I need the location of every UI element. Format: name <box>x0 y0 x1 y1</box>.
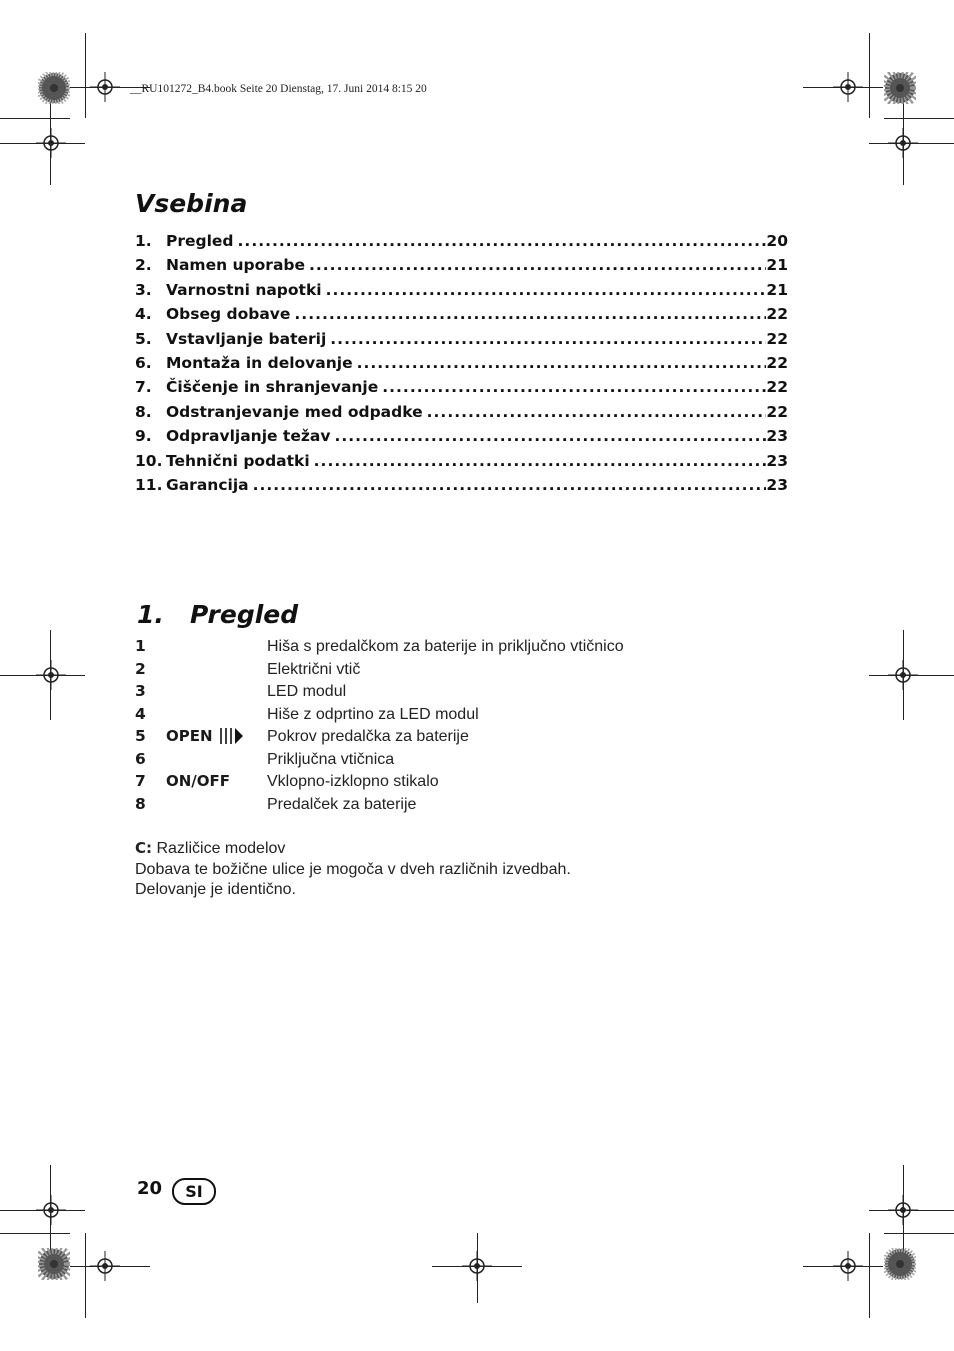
registration-mark-icon <box>462 1251 492 1281</box>
part-number: 6 <box>135 749 146 768</box>
toc-row[interactable] <box>135 427 788 451</box>
part-number: 2 <box>135 659 146 678</box>
note-title: Različice modelov <box>152 840 286 857</box>
note-label: C: <box>135 839 153 857</box>
toc-number: 6. <box>135 353 152 372</box>
toc-number: 4. <box>135 305 152 324</box>
toc-number: 7. <box>135 378 152 397</box>
toc-title: Garancija <box>166 475 249 494</box>
toc-page: 22 <box>766 305 788 324</box>
part-description: Priključna vtičnica <box>267 750 395 768</box>
list-item <box>135 727 835 750</box>
part-number: 8 <box>135 794 146 813</box>
toc-number: 2. <box>135 256 152 275</box>
toc-number: 9. <box>135 427 152 446</box>
toc-page: 23 <box>766 451 788 470</box>
toc-leader <box>378 378 766 396</box>
toc-page: 22 <box>766 353 788 372</box>
list-item <box>135 682 835 705</box>
part-label-text: OPEN <box>166 727 213 745</box>
toc-leader <box>290 305 766 323</box>
toc-title: Montaža in delovanje <box>166 353 353 372</box>
part-number: 4 <box>135 704 146 723</box>
registration-mark-icon <box>888 660 918 690</box>
open-arrow-icon <box>219 727 245 745</box>
toc-row[interactable] <box>135 281 788 305</box>
color-wheel-icon <box>38 1248 70 1280</box>
toc-leader <box>353 354 767 372</box>
part-description: LED modul <box>267 683 347 700</box>
toc-title: Tehnični podatki <box>166 451 310 470</box>
model-variants-note <box>135 838 571 901</box>
part-description: Električni vtič <box>267 660 361 678</box>
part-number: 3 <box>135 682 146 700</box>
language-badge: SI <box>172 1178 216 1205</box>
toc-row[interactable] <box>135 452 788 476</box>
toc-page: 22 <box>766 329 788 348</box>
registration-mark-icon <box>36 1195 66 1225</box>
toc-row[interactable] <box>135 330 788 354</box>
toc-title: Čiščenje in shranjevanje <box>166 378 379 397</box>
part-description: Predalček za baterije <box>267 795 417 813</box>
toc-page: 21 <box>766 256 788 275</box>
toc-leader <box>305 256 766 274</box>
toc-row[interactable] <box>135 305 788 329</box>
print-header: __RU101272_B4.book Seite 20 Dienstag, 17. Juni 2014 8:15 20 <box>130 83 427 95</box>
part-number: 7 <box>135 772 146 790</box>
note-line: Delovanje je identično. <box>135 881 296 898</box>
part-number: 1 <box>135 637 146 655</box>
toc-title: Varnostni napotki <box>166 280 322 299</box>
toc-number: 8. <box>135 402 152 421</box>
list-item <box>135 660 835 683</box>
toc-page: 22 <box>766 378 788 397</box>
toc-leader <box>310 452 767 470</box>
toc-page: 23 <box>766 475 788 494</box>
part-description: Hiša s predalčkom za baterije in priključno vtičnico <box>267 638 624 655</box>
registration-mark-icon <box>36 128 66 158</box>
toc-number: 5. <box>135 329 152 348</box>
toc-row[interactable] <box>135 354 788 378</box>
page-number: 20 <box>137 1178 163 1199</box>
toc-title: Odstranjevanje med odpadke <box>166 402 423 421</box>
toc-leader <box>423 403 767 421</box>
toc-row[interactable] <box>135 403 788 427</box>
registration-mark-icon <box>833 1251 863 1281</box>
toc-number: 11. <box>135 475 163 494</box>
toc-leader <box>234 232 767 250</box>
list-item <box>135 637 835 660</box>
toc-leader <box>322 281 767 299</box>
part-description: Pokrov predalčka za baterije <box>267 728 469 745</box>
toc-row[interactable] <box>135 378 788 402</box>
table-of-contents <box>135 232 788 500</box>
toc-number: 3. <box>135 280 152 299</box>
list-item <box>135 750 835 773</box>
note-title-line <box>135 838 571 860</box>
registration-mark-icon <box>833 72 863 102</box>
registration-mark-icon <box>90 72 120 102</box>
color-wheel-icon <box>38 72 70 104</box>
toc-leader <box>330 427 766 445</box>
registration-mark-icon <box>888 1195 918 1225</box>
list-item <box>135 705 835 728</box>
part-number: 5 <box>135 727 146 745</box>
registration-mark-icon <box>90 1251 120 1281</box>
list-item <box>135 772 835 795</box>
toc-title: Namen uporabe <box>166 256 306 275</box>
toc-title: Pregled <box>166 232 234 250</box>
toc-title: Obseg dobave <box>166 305 291 324</box>
toc-page: 20 <box>766 232 788 250</box>
toc-leader <box>249 476 767 494</box>
registration-mark-icon <box>888 128 918 158</box>
toc-page: 23 <box>766 427 788 446</box>
part-description: Vklopno-izklopno stikalo <box>267 773 439 790</box>
registration-mark-icon <box>36 660 66 690</box>
part-label: ON/OFF <box>166 772 231 790</box>
toc-title: Odpravljanje težav <box>166 427 331 446</box>
toc-row[interactable] <box>135 476 788 500</box>
list-item <box>135 795 835 818</box>
toc-number: 10. <box>135 451 163 470</box>
toc-row[interactable] <box>135 232 788 256</box>
part-description: Hiše z odprtino za LED modul <box>267 705 479 723</box>
color-wheel-icon <box>884 1248 916 1280</box>
toc-title: Vstavljanje baterij <box>166 329 327 348</box>
toc-page: 21 <box>766 280 788 299</box>
toc-number: 1. <box>135 232 152 250</box>
section-heading: 1. Pregled <box>137 600 299 629</box>
toc-heading: Vsebina <box>135 189 248 218</box>
toc-leader <box>326 330 766 348</box>
toc-page: 22 <box>766 402 788 421</box>
part-label-open <box>166 727 267 745</box>
toc-row[interactable] <box>135 256 788 280</box>
color-wheel-icon <box>884 72 916 104</box>
parts-list <box>135 637 835 817</box>
note-line: Dobava te božične ulice je mogoča v dveh različnih izvedbah. <box>135 860 571 878</box>
